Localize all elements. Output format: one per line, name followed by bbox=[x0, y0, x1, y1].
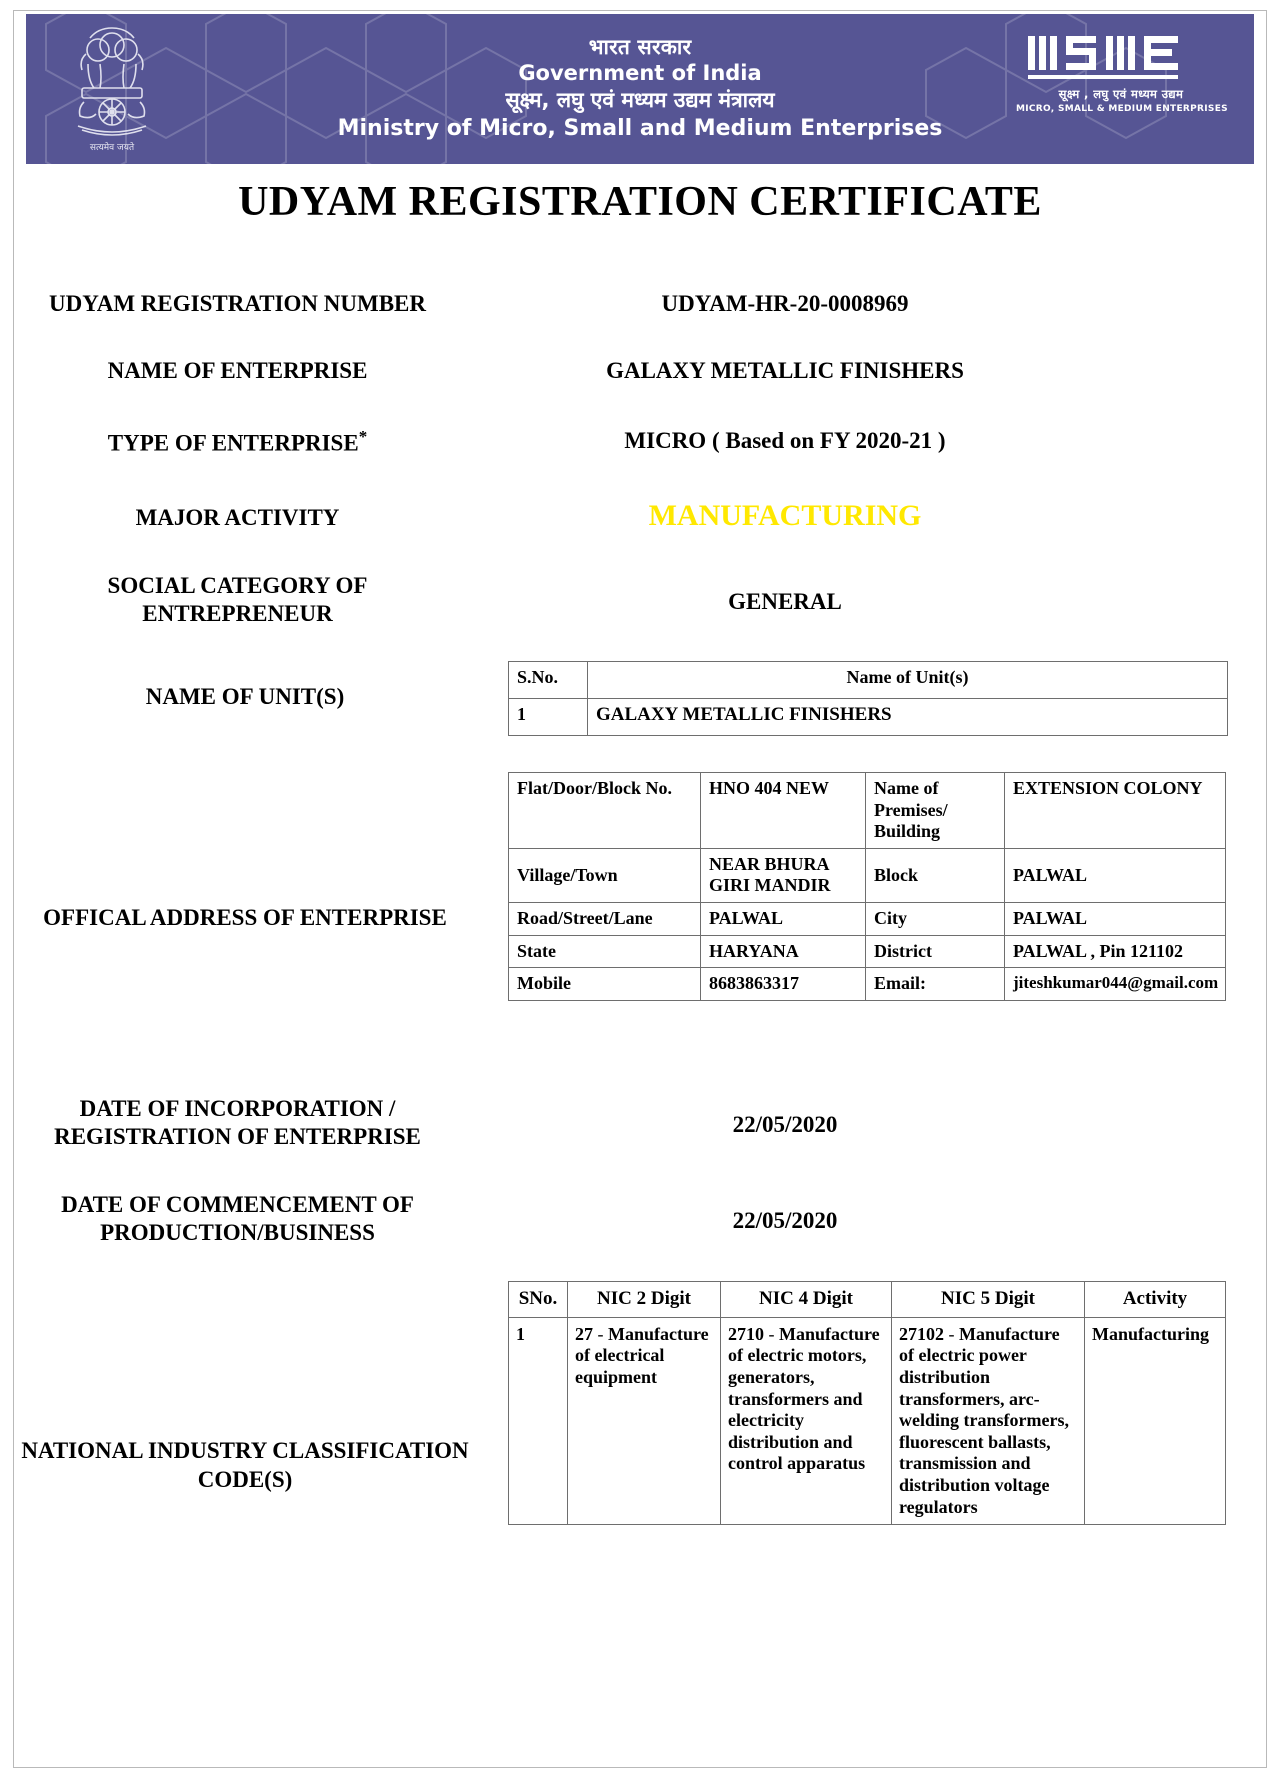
nic2-code: 27 bbox=[575, 1323, 593, 1344]
banner-hindi-line-2: सूक्ष्म, लघु एवं मध्यम उद्यम मंत्रालय bbox=[505, 88, 775, 113]
address-value-premises: EXTENSION COLONY bbox=[1005, 773, 1226, 849]
major-activity-value: MANUFACTURING bbox=[648, 499, 922, 532]
unit-sno-header: S.No. bbox=[509, 662, 588, 699]
msme-logo bbox=[1016, 32, 1226, 114]
address-value-block: PALWAL bbox=[1005, 848, 1226, 902]
nic5-code: 27102 bbox=[899, 1323, 944, 1344]
field-enterprise-name bbox=[10, 357, 1270, 385]
nic4-code: 2710 bbox=[728, 1323, 764, 1344]
nic-row-5digit bbox=[892, 1317, 1085, 1524]
unit-row-sno: 1 bbox=[509, 699, 588, 736]
table-row bbox=[509, 848, 1226, 902]
date-commencement-value: 22/05/2020 bbox=[732, 1208, 838, 1233]
msme-hindi-caption: सूक्ष्म , लघु एवं मध्यम उद्यम bbox=[1058, 87, 1184, 101]
address-key-mobile: Mobile bbox=[509, 968, 701, 1001]
field-registration-number bbox=[10, 290, 1270, 318]
banner-english-line-1: Government of India bbox=[518, 61, 762, 86]
nic-row-sno: 1 bbox=[509, 1317, 568, 1524]
unit-table-header-row bbox=[509, 662, 1228, 699]
unit-table bbox=[508, 661, 1228, 736]
registration-number-value: UDYAM-HR-20-0008969 bbox=[661, 291, 909, 316]
address-value-mobile: 8683863317 bbox=[701, 968, 866, 1001]
table-row bbox=[509, 1317, 1226, 1524]
nic-row-4digit bbox=[721, 1317, 892, 1524]
nic-table-header-row bbox=[509, 1282, 1226, 1318]
address-key-email: Email: bbox=[866, 968, 1005, 1001]
nic-header-4digit: NIC 4 Digit bbox=[721, 1282, 892, 1318]
address-value-village: NEAR BHURA GIRI MANDIR bbox=[701, 848, 866, 902]
address-key-city: City bbox=[866, 902, 1005, 935]
enterprise-type-label bbox=[10, 427, 465, 458]
address-value-flat: HNO 404 NEW bbox=[701, 773, 866, 849]
page-title: UDYAM REGISTRATION CERTIFICATE bbox=[238, 179, 1042, 225]
banner-english-line-2: Ministry of Micro, Small and Medium Enterprises bbox=[337, 115, 943, 141]
nic-header-activity: Activity bbox=[1085, 1282, 1226, 1318]
nic2-dash: - bbox=[597, 1323, 604, 1344]
address-key-block: Block bbox=[866, 848, 1005, 902]
date-commencement-label: DATE OF COMMENCEMENT OF PRODUCTION/BUSINESS bbox=[61, 1192, 414, 1246]
msme-wordmark-icon bbox=[1026, 32, 1216, 84]
registration-number-label: UDYAM REGISTRATION NUMBER bbox=[49, 291, 426, 316]
enterprise-type-value: MICRO ( Based on FY 2020-21 ) bbox=[624, 428, 946, 453]
banner-hindi-line-1: भारत सरकार bbox=[588, 35, 692, 60]
nic-header-sno: SNo. bbox=[509, 1282, 568, 1318]
social-category-label: SOCIAL CATEGORY OF ENTREPRENEUR bbox=[107, 573, 368, 627]
table-row bbox=[509, 968, 1226, 1001]
header-banner bbox=[26, 14, 1254, 164]
field-major-activity bbox=[10, 498, 1270, 535]
table-row bbox=[509, 935, 1226, 968]
nic2-description: Manufacture of electrical equipment bbox=[575, 1323, 709, 1387]
nic-label: NATIONAL INDUSTRY CLASSIFICATION CODE(S) bbox=[21, 1438, 469, 1492]
address-key-village: Village/Town bbox=[509, 848, 701, 902]
table-row bbox=[509, 902, 1226, 935]
unit-name-header: Name of Unit(s) bbox=[588, 662, 1228, 699]
nic-header-2digit: NIC 2 Digit bbox=[568, 1282, 721, 1318]
address-key-flat: Flat/Door/Block No. bbox=[509, 773, 701, 849]
address-key-road: Road/Street/Lane bbox=[509, 902, 701, 935]
field-date-commencement bbox=[10, 1191, 1270, 1247]
date-incorporation-label: DATE OF INCORPORATION / REGISTRATION OF ENTERPRISE bbox=[54, 1096, 421, 1150]
address-key-district: District bbox=[866, 935, 1005, 968]
nic5-dash: - bbox=[948, 1323, 955, 1344]
asterisk-marker: * bbox=[358, 427, 368, 446]
address-table bbox=[508, 772, 1226, 1001]
enterprise-name-label: NAME OF ENTERPRISE bbox=[107, 358, 368, 383]
table-row bbox=[509, 699, 1228, 736]
date-incorporation-value: 22/05/2020 bbox=[732, 1112, 838, 1137]
address-label: OFFICAL ADDRESS OF ENTERPRISE bbox=[43, 905, 447, 930]
enterprise-type-label-text: TYPE OF ENTERPRISE bbox=[107, 430, 359, 456]
field-enterprise-type bbox=[10, 427, 1270, 458]
nic-row-activity: Manufacturing bbox=[1085, 1317, 1226, 1524]
nic-row-2digit bbox=[568, 1317, 721, 1524]
table-row bbox=[509, 773, 1226, 849]
unit-row-name: GALAXY METALLIC FINISHERS bbox=[588, 699, 1228, 736]
address-value-email: jiteshkumar044@gmail.com bbox=[1005, 968, 1226, 1001]
msme-english-caption: MICRO, SMALL & MEDIUM ENTERPRISES bbox=[1016, 104, 1228, 114]
address-value-city: PALWAL bbox=[1005, 902, 1226, 935]
address-value-district: PALWAL , Pin 121102 bbox=[1005, 935, 1226, 968]
enterprise-name-value: GALAXY METALLIC FINISHERS bbox=[606, 358, 964, 383]
nic4-dash: - bbox=[768, 1323, 775, 1344]
major-activity-label: MAJOR ACTIVITY bbox=[135, 505, 340, 530]
svg-text:सत्यमेव जयते: सत्यमेव जयते bbox=[89, 143, 135, 153]
address-key-premises: Name of Premises/ Building bbox=[866, 773, 1005, 849]
unit-table-container bbox=[508, 661, 1228, 736]
nic4-description: Manufacture of electric motors, generators, transformers and electricity distribution and control apparatus bbox=[728, 1323, 880, 1474]
nic5-description: Manufacture of electric power distribution transformers, arc-welding transformers, fluorescent ballasts, transmission and distribution voltage regulators bbox=[899, 1323, 1069, 1517]
address-value-state: HARYANA bbox=[701, 935, 866, 968]
nic-header-5digit: NIC 5 Digit bbox=[892, 1282, 1085, 1318]
field-date-incorporation bbox=[10, 1095, 1270, 1151]
nic-table bbox=[508, 1281, 1226, 1525]
name-of-units-label: NAME OF UNIT(S) bbox=[145, 684, 345, 709]
social-category-value: GENERAL bbox=[728, 589, 842, 614]
nic-table-container bbox=[508, 1281, 1226, 1525]
field-social-category bbox=[10, 572, 1270, 628]
address-table-container bbox=[508, 772, 1226, 1001]
address-key-state: State bbox=[509, 935, 701, 968]
address-value-road: PALWAL bbox=[701, 902, 866, 935]
